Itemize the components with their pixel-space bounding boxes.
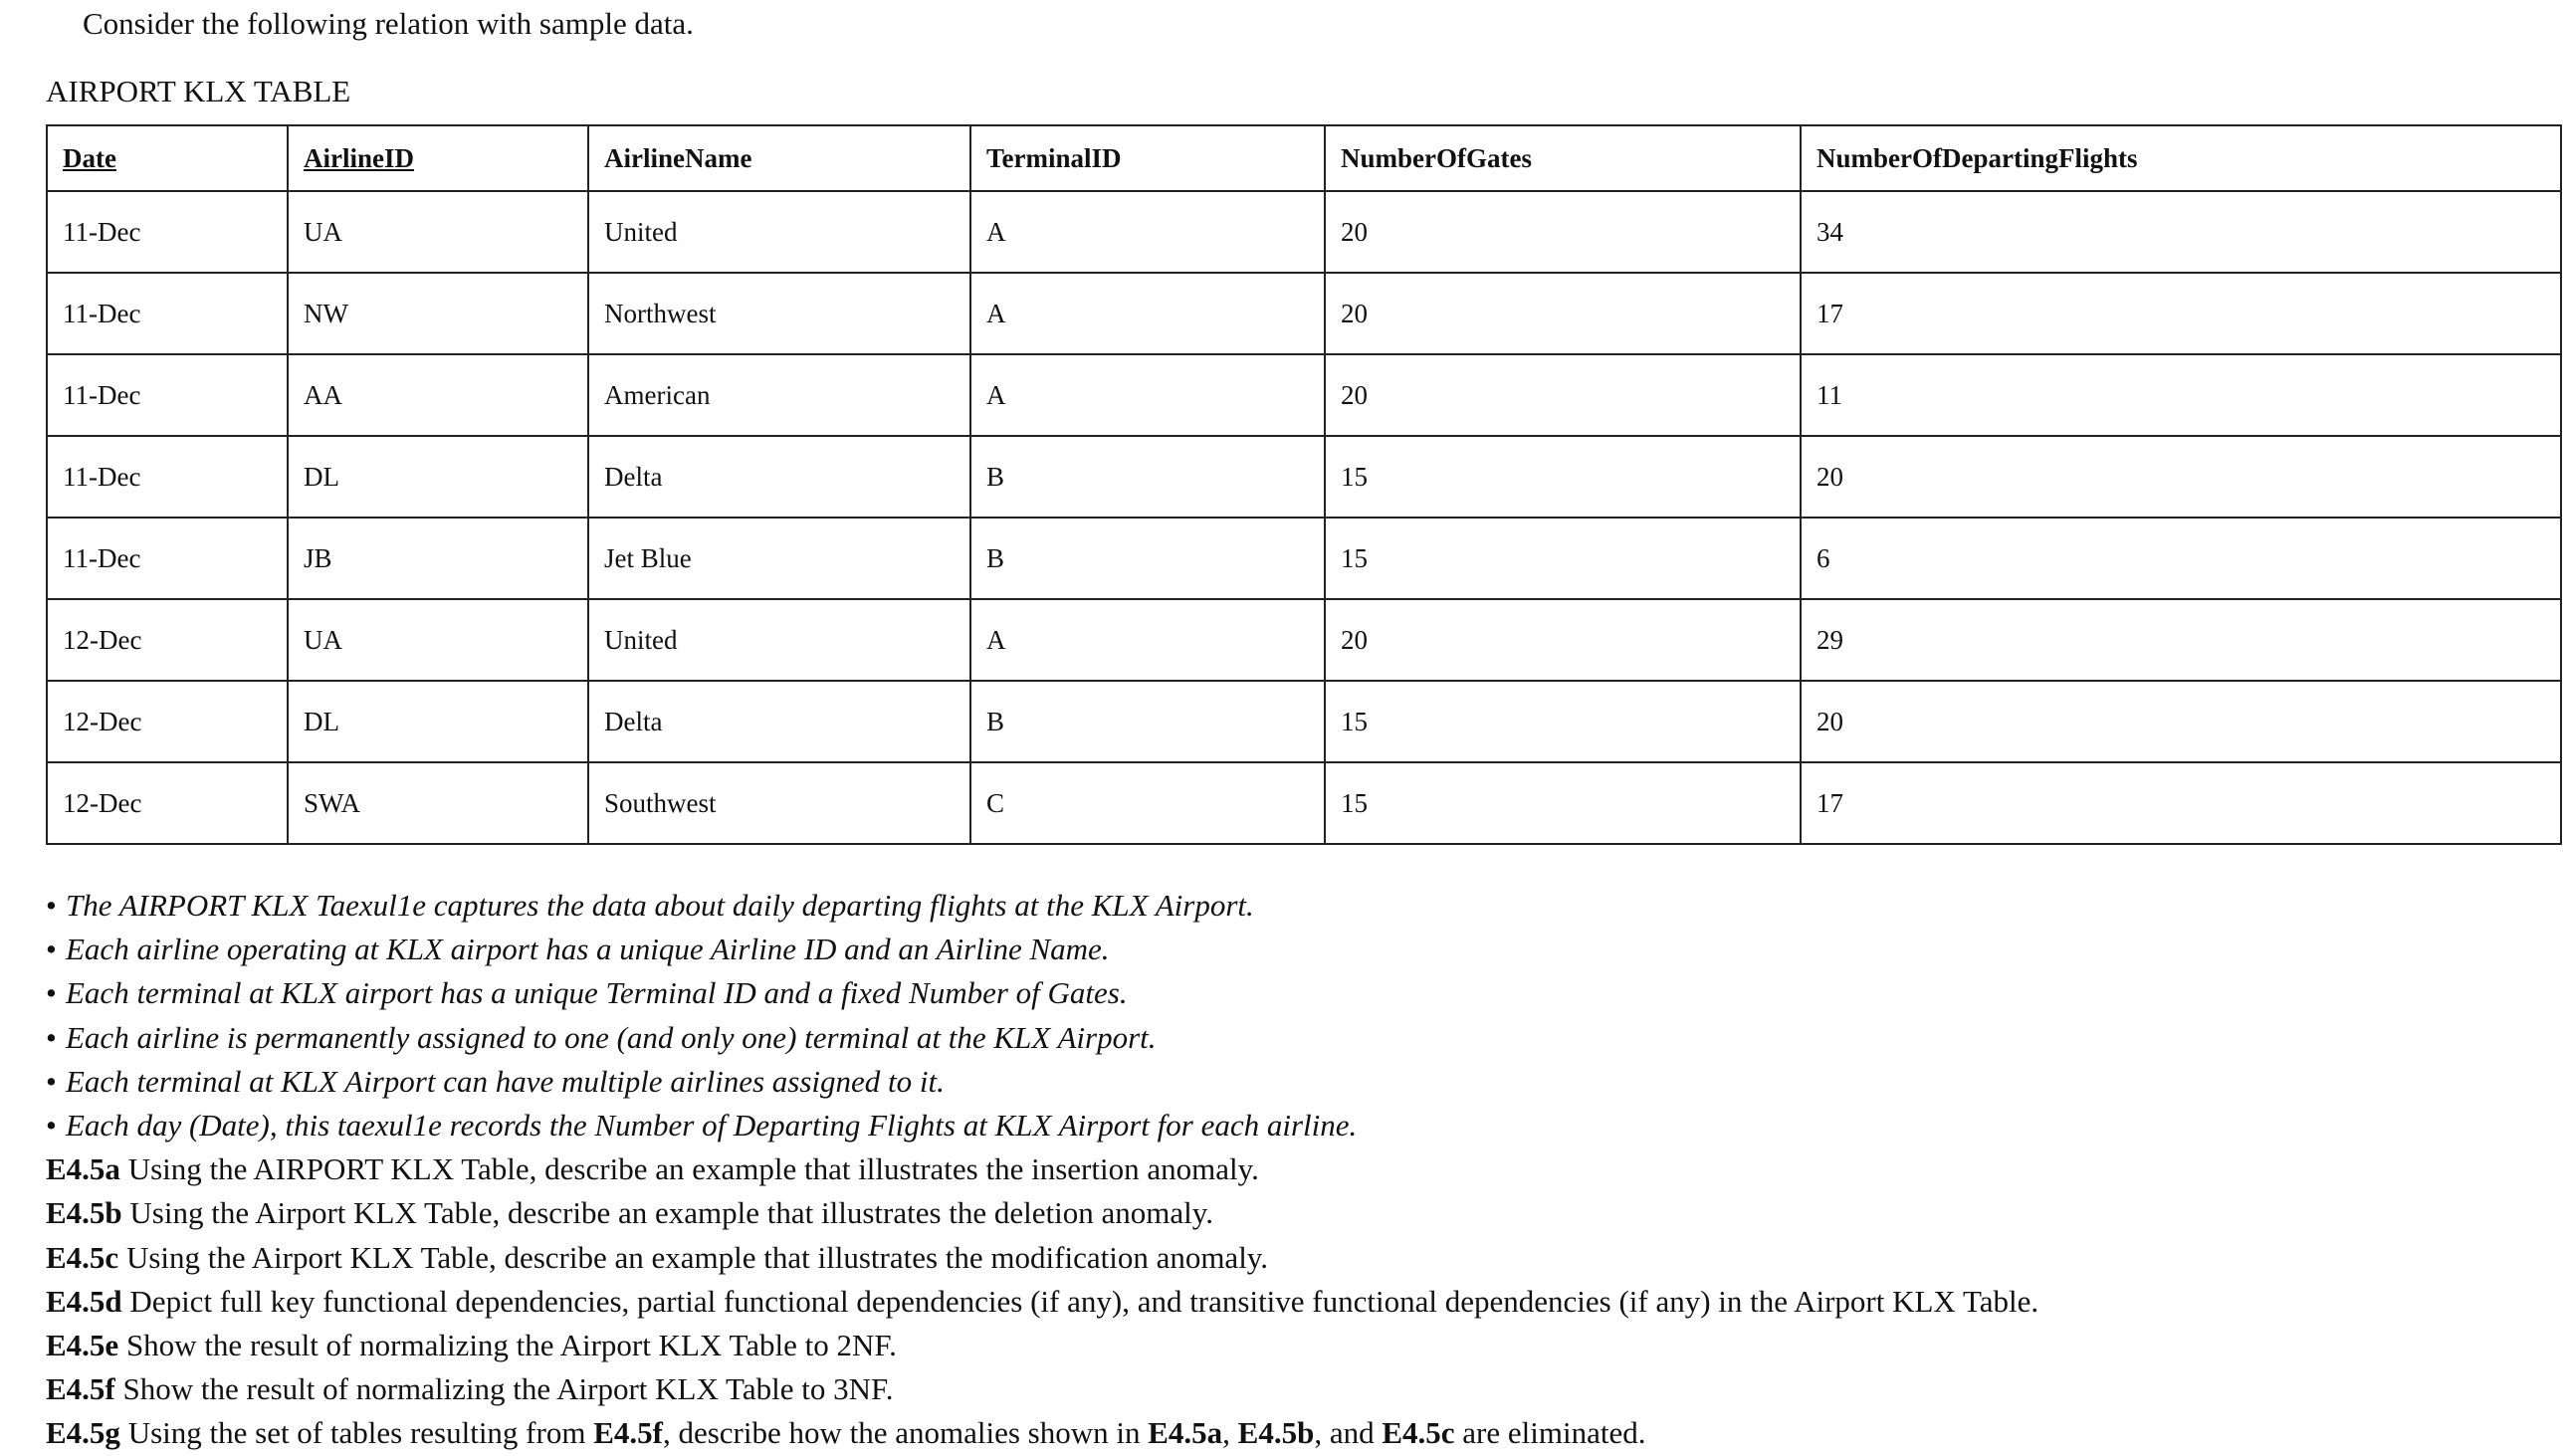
header-number-of-gates: NumberOfGates xyxy=(1325,125,1801,191)
exercise-item xyxy=(46,1280,2038,1324)
cell-airline-name: Jet Blue xyxy=(588,518,970,599)
header-airline-id: AirlineID xyxy=(288,125,588,191)
table-row xyxy=(47,681,2561,762)
note-text: Each terminal at KLX Airport can have multiple airlines assigned to it. xyxy=(66,1063,945,1099)
cell-number-of-gates: 20 xyxy=(1325,273,1801,354)
exercise-separator: , xyxy=(1222,1415,1230,1451)
header-airline-name: AirlineName xyxy=(588,125,970,191)
note-text: The AIRPORT KLX Taexul1e captures the data about daily departing flights at the KLX Airport. xyxy=(66,888,1254,923)
table-row xyxy=(47,273,2561,354)
cell-departing-flights: 11 xyxy=(1801,354,2561,436)
exercise-ref: E4.5f xyxy=(593,1415,663,1451)
exercise-id: E4.5f xyxy=(46,1371,115,1407)
exercise-text: , and xyxy=(1314,1415,1375,1451)
note-item xyxy=(46,884,2038,928)
cell-number-of-gates: 15 xyxy=(1325,518,1801,599)
exercise-id: E4.5d xyxy=(46,1283,122,1319)
note-item xyxy=(46,928,2038,971)
exercise-id: E4.5a xyxy=(46,1151,120,1187)
cell-airline-id: JB xyxy=(288,518,588,599)
exercise-text: Using the set of tables resulting from xyxy=(127,1415,586,1451)
exercise-id: E4.5e xyxy=(46,1328,119,1363)
note-text: Each airline operating at KLX airport has a unique Airline ID and an Airline Name. xyxy=(66,932,1110,967)
header-terminal-id: TerminalID xyxy=(970,125,1325,191)
exercise-item xyxy=(46,1236,2038,1280)
cell-airline-id: SWA xyxy=(288,762,588,844)
cell-number-of-gates: 15 xyxy=(1325,436,1801,518)
cell-airline-name: Northwest xyxy=(588,273,970,354)
exercise-item-g xyxy=(46,1411,2038,1455)
note-text: Each day (Date), this taexul1e records the Number of Departing Flights at KLX Airport for each airline. xyxy=(66,1108,1358,1144)
cell-airline-id: DL xyxy=(288,436,588,518)
bullet: • xyxy=(46,888,57,923)
bullet: • xyxy=(46,975,57,1011)
exercise-text: Using the AIRPORT KLX Table, describe an example that illustrates the insertion anomaly. xyxy=(127,1151,1259,1187)
cell-departing-flights: 20 xyxy=(1801,436,2561,518)
exercise-text: Show the result of normalizing the Airport KLX Table to 3NF. xyxy=(122,1371,894,1407)
cell-number-of-gates: 20 xyxy=(1325,354,1801,436)
cell-terminal-id: A xyxy=(970,354,1325,436)
bullet: • xyxy=(46,1108,57,1144)
cell-departing-flights: 6 xyxy=(1801,518,2561,599)
exercise-text: Using the Airport KLX Table, describe an example that illustrates the deletion anomaly. xyxy=(129,1195,1213,1231)
note-item xyxy=(46,1104,2038,1147)
cell-departing-flights: 29 xyxy=(1801,599,2561,681)
cell-terminal-id: A xyxy=(970,599,1325,681)
cell-terminal-id: C xyxy=(970,762,1325,844)
cell-date: 12-Dec xyxy=(47,681,288,762)
cell-airline-name: Delta xyxy=(588,436,970,518)
cell-date: 11-Dec xyxy=(47,273,288,354)
cell-airline-id: AA xyxy=(288,354,588,436)
cell-terminal-id: A xyxy=(970,273,1325,354)
bullet: • xyxy=(46,932,57,967)
cell-number-of-gates: 15 xyxy=(1325,681,1801,762)
note-text: Each terminal at KLX airport has a unique Terminal ID and a fixed Number of Gates. xyxy=(66,975,1128,1011)
exercise-id: E4.5c xyxy=(46,1239,119,1275)
table-header-row xyxy=(47,125,2561,191)
exercise-ref: E4.5b xyxy=(1237,1415,1315,1451)
cell-number-of-gates: 20 xyxy=(1325,599,1801,681)
notes-section xyxy=(46,884,2038,1456)
cell-terminal-id: B xyxy=(970,518,1325,599)
cell-departing-flights: 17 xyxy=(1801,762,2561,844)
cell-number-of-gates: 15 xyxy=(1325,762,1801,844)
exercise-text: Show the result of normalizing the Airport KLX Table to 2NF. xyxy=(125,1328,897,1363)
cell-date: 12-Dec xyxy=(47,762,288,844)
exercise-item xyxy=(46,1324,2038,1367)
cell-airline-name: United xyxy=(588,599,970,681)
table-row xyxy=(47,518,2561,599)
table-row xyxy=(47,762,2561,844)
cell-airline-id: NW xyxy=(288,273,588,354)
cell-number-of-gates: 20 xyxy=(1325,191,1801,273)
header-date: Date xyxy=(47,125,288,191)
cell-departing-flights: 17 xyxy=(1801,273,2561,354)
cell-airline-name: United xyxy=(588,191,970,273)
exercise-id: E4.5b xyxy=(46,1195,122,1231)
cell-airline-id: UA xyxy=(288,599,588,681)
cell-date: 11-Dec xyxy=(47,518,288,599)
exercise-item xyxy=(46,1191,2038,1235)
exercise-item xyxy=(46,1147,2038,1191)
table-row xyxy=(47,599,2561,681)
table-row xyxy=(47,191,2561,273)
airport-klx-table xyxy=(46,124,2562,845)
note-item xyxy=(46,1016,2038,1060)
table-row xyxy=(47,436,2561,518)
exercise-text: Using the Airport KLX Table, describe an example that illustrates the modification anomaly. xyxy=(125,1239,1269,1275)
cell-airline-id: UA xyxy=(288,191,588,273)
cell-terminal-id: A xyxy=(970,191,1325,273)
cell-airline-name: American xyxy=(588,354,970,436)
cell-departing-flights: 20 xyxy=(1801,681,2561,762)
exercise-text: are eliminated. xyxy=(1462,1415,1646,1451)
cell-date: 11-Dec xyxy=(47,191,288,273)
exercise-item xyxy=(46,1367,2038,1411)
exercise-text: , describe how the anomalies shown in xyxy=(662,1415,1141,1451)
exercise-ref: E4.5a xyxy=(1148,1415,1223,1451)
bullet: • xyxy=(46,1019,57,1055)
cell-airline-id: DL xyxy=(288,681,588,762)
intro-text: Consider the following relation with sample data. xyxy=(83,6,694,41)
cell-terminal-id: B xyxy=(970,436,1325,518)
bullet: • xyxy=(46,1063,57,1099)
table-title: AIRPORT KLX TABLE xyxy=(46,74,351,108)
table-row xyxy=(47,354,2561,436)
exercise-id: E4.5g xyxy=(46,1415,120,1451)
cell-departing-flights: 34 xyxy=(1801,191,2561,273)
cell-date: 11-Dec xyxy=(47,436,288,518)
header-number-of-departing-flights: NumberOfDepartingFlights xyxy=(1801,125,2561,191)
cell-airline-name: Southwest xyxy=(588,762,970,844)
cell-date: 11-Dec xyxy=(47,354,288,436)
note-text: Each airline is permanently assigned to one (and only one) terminal at the KLX Airport. xyxy=(66,1019,1157,1055)
cell-airline-name: Delta xyxy=(588,681,970,762)
cell-date: 12-Dec xyxy=(47,599,288,681)
note-item xyxy=(46,971,2038,1015)
cell-terminal-id: B xyxy=(970,681,1325,762)
exercise-ref: E4.5c xyxy=(1382,1415,1455,1451)
note-item xyxy=(46,1060,2038,1104)
exercise-text: Depict full key functional dependencies, partial functional dependencies (if any), and transitive functional dependencies (if any) in the Airport KLX Table. xyxy=(129,1283,2039,1319)
